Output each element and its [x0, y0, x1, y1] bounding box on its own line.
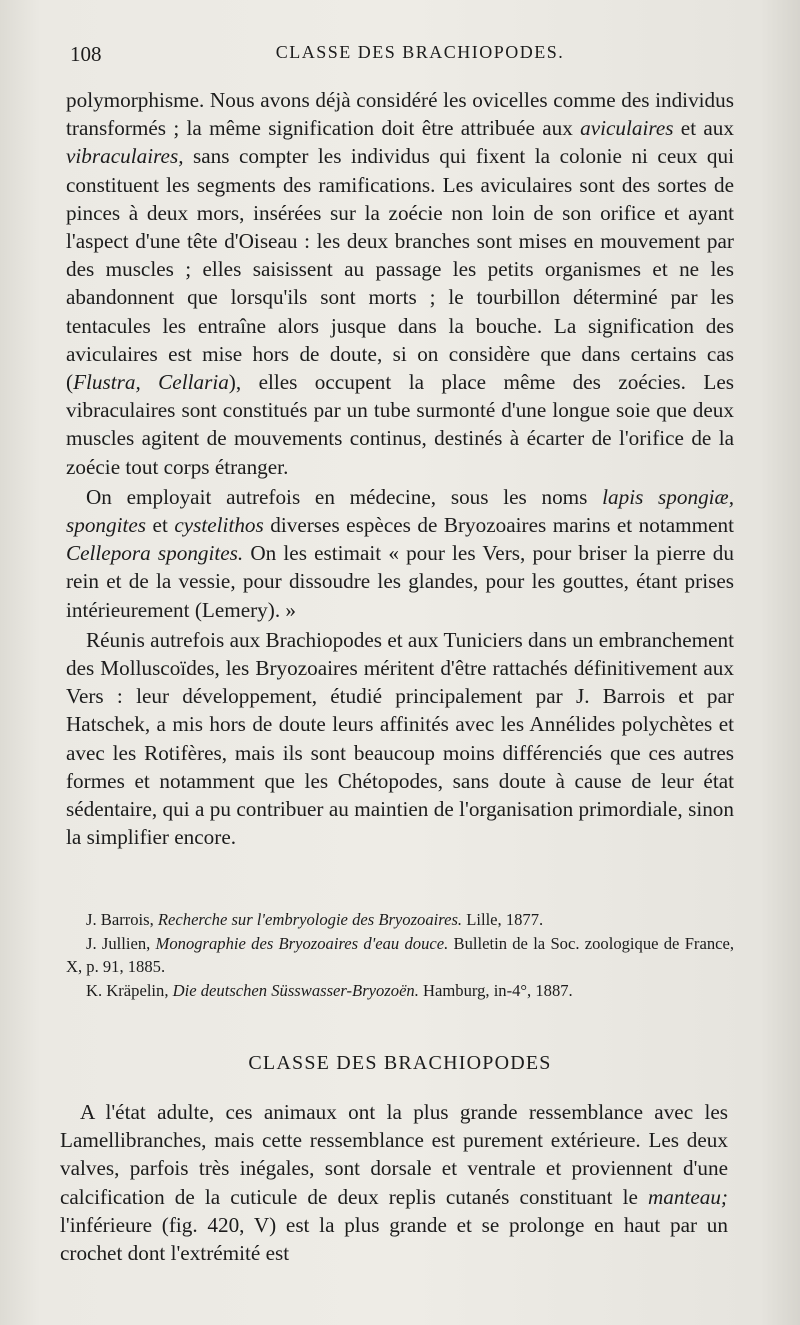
text-run: On les estimait « pour les Vers, pour briser la pierre du rein et de la vessie, pour dissoudre les glandes, pour les gouttes, étant prises intérieurement (Lemery). »	[66, 541, 734, 622]
italic-run: Die deutschen Süsswasser-Bryozoën.	[172, 981, 419, 1000]
text-run: J. Jullien,	[86, 934, 156, 953]
bibliography	[66, 908, 734, 1003]
italic-run: Monographie des Bryozoaires d'eau douce.	[155, 934, 449, 953]
text-run: J. Barrois,	[86, 910, 158, 929]
text-run: ), elles occupent la place même des zoécies. Les vibraculaires sont constitués par un tube surmonté d'une longue soie que deux muscles agitent de mouvements continus, destinés à écarter de l'orifice de la zoécie tout corps étranger.	[66, 370, 734, 479]
text-run: l'inférieure (fig. 420, V) est la plus grande et se prolonge en haut par un crochet dont l'extrémité est	[60, 1212, 728, 1266]
paragraph	[66, 86, 734, 481]
text-run: K. Kräpelin,	[86, 981, 173, 1000]
text-run: polymorphisme. Nous avons déjà considéré les ovicelles comme des individus transformés ; la même signification doit être attribuée aux	[66, 88, 734, 141]
section-heading: CLASSE DES BRACHIOPODES	[248, 1052, 552, 1074]
italic-run: cystelithos	[174, 513, 264, 538]
page-number: 108	[70, 42, 102, 66]
italic-run: aviculaires	[580, 116, 674, 141]
italic-run: vibraculaires,	[66, 144, 184, 169]
italic-run: lapis spongiæ, spongites	[66, 484, 734, 538]
text-run: Réunis autrefois aux Brachiopodes et aux Tuniciers dans un embranchement des Molluscoïdes, les Bryozoaires méritent d'être rattachés définitivement aux Vers : leur développement, étudié principalement par J. Barrois et par Hatschek, a mis hors de doute leurs affinités avec les Annélides polychètes et avec les Rotifères, mais ils sont beaucoup moins différenciés que ces autres formes et notamment que les Chétopodes, sans doute à cause de leur état sédentaire, qui a pu contribuer au maintien de l'organisation primordiale, sinon la simplifier encore.	[66, 627, 734, 850]
italic-run: Recherche sur l'embryologie des Bryozoaires.	[157, 910, 463, 929]
section-text-block	[60, 1098, 728, 1267]
text-run: Hamburg, in-4°, 1887.	[418, 981, 573, 1000]
text-run: et	[146, 513, 175, 538]
reference-item	[66, 908, 734, 931]
paragraph	[66, 626, 734, 852]
text-run: A l'état adulte, ces animaux ont la plus grande ressemblance avec les Lamellibranches, mais cette ressemblance est purement extérieure. Les deux valves, parfois très inégales, sont dorsale et ventrale et proviennent d'une calcification de la cuticule de deux replis cutanés constituant le	[60, 1100, 728, 1209]
reference-item	[66, 932, 734, 978]
paragraph	[60, 1098, 728, 1267]
text-run: Bulletin de la Soc. zoologique de France, X, p. 91, 1885.	[66, 934, 734, 976]
reference-item	[66, 979, 734, 1002]
italic-run: manteau;	[647, 1184, 728, 1209]
italic-run: Cellepora spongites.	[66, 541, 244, 566]
text-run: On employait autrefois en médecine, sous les noms	[86, 484, 603, 509]
text-run: sans compter les individus qui fixent la colonie ni ceux qui constituent les segments des ramifications. Les aviculaires sont des sortes de pinces à deux mors, insérées sur la zoécie non loin de son orifice et ayant l'aspect d'une tête d'Oiseau : les deux branches sont mises en mouvement par des muscles ; elles saisissent au passage les petits organismes et ne les abandonnent que lorsqu'ils sont morts ; le tourbillon déterminé par les tentacules les entraîne alors jusque dans la bouche. La signification des aviculaires est mise hors de doute, si on considère que dans certains cas (	[66, 144, 734, 395]
running-title: CLASSE DES BRACHIOPODES.	[275, 42, 565, 62]
paragraph	[66, 483, 734, 624]
text-run: Lille, 1877.	[462, 910, 544, 929]
page-header	[70, 42, 730, 72]
text-run: diverses espèces de Bryozoaires marins et notamment	[263, 513, 734, 538]
italic-run: Flustra, Cellaria	[73, 370, 229, 395]
text-run: et aux	[673, 116, 734, 141]
main-text-block	[66, 86, 734, 851]
